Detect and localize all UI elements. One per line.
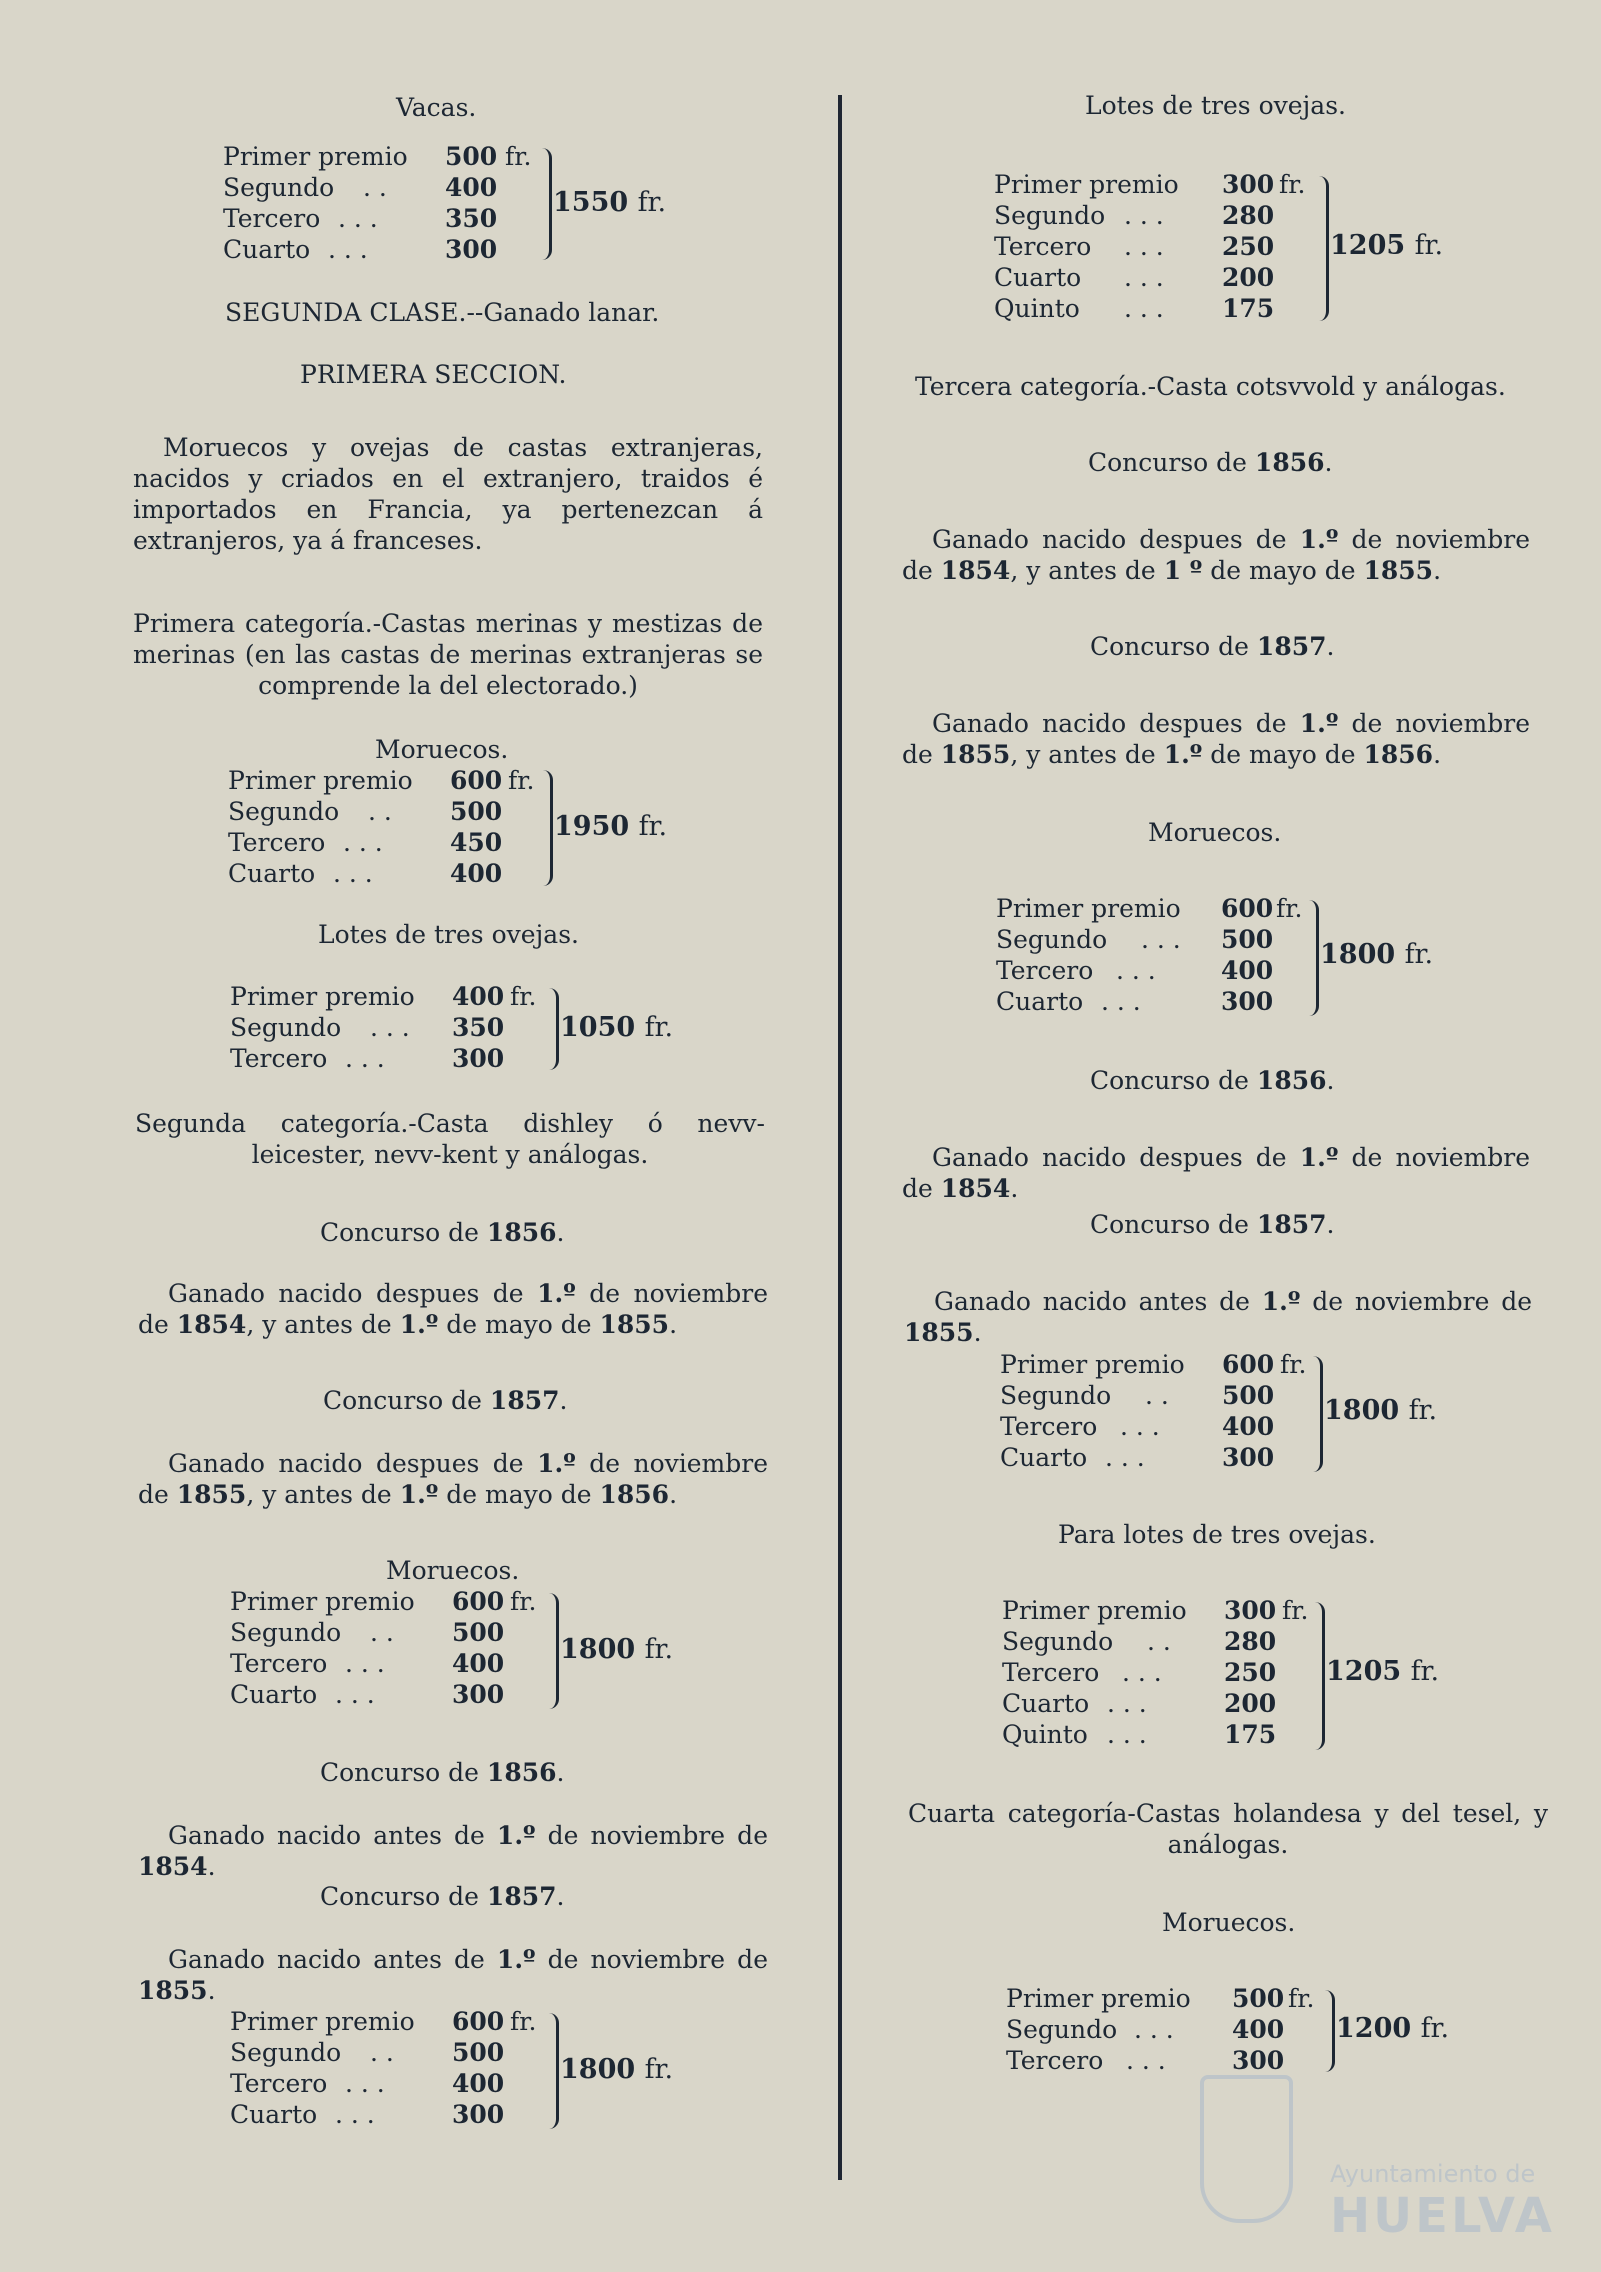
brace <box>536 770 553 886</box>
moruecos-heading: Moruecos. <box>1162 1908 1296 1937</box>
brace <box>1318 1990 1335 2072</box>
ganado-paragraph: Ganado nacido antes de 1.º de noviembre de 1855. <box>138 1945 768 2005</box>
document-page: Vacas. Primer premio 500 fr. Segundo . . 400 Tercero . . . 350 Cuarto . . . 300 1550 fr. SEGUNDA CLASE.--Ganado lanar. PRIMERA SECCION. Moruecos y ovejas de castas extranjeras, nacidos y criados en el extranjero, traidos é importados en Francia, ya pertenezcan á extranjeros, ya á franceses. Primera categoría.-Castas merinas y mestizas de merinas (en las castas de merinas extranjeras se comprende la del electorado.) Moruecos. Primer premio 600 fr. Segundo . . 500 Tercero . . . 450 Cuarto . . . 400 1950 fr. Lotes de tres ovejas. Primer premio 400 fr. Segundo . . . 350 Tercero . . . 300 1050 fr. Segunda categoría.-Casta dishley ó nevv-leicester, nevv-kent y análogas. Concurso de 1856. Ganado nacido despues de 1.º de noviembre de 1854, y antes de 1.º de mayo de 1855. Concurso de 1857. Ganado nacido despues de 1.º de noviembre de 1855, y antes de 1.º de mayo de 1856. Moruecos. Primer premio 600 fr. Segundo . . 500 Tercero . . . 400 Cuarto . . . 300 1800 fr. Concurso de 1856. Ganado nacido antes de 1.º de noviembre de 1854. Concurso de 1857. Ganado nacido antes de 1.º de noviembre de 1855. Primer premio 600 fr. Segundo . . 500 Tercero . . . 400 Cuarto . . . 300 1800 fr. Lotes de tres ovejas. Primer premio 300 fr. Segundo . . . 280 Tercero . . . 250 Cuarto . . . 200 Quinto . . . 175 1205 fr. Tercera categoría.-Casta cotsvvold y análogas. Concurso de 1856. Ganado nacido despues de 1.º de noviembre de 1854, y antes de 1 º de mayo de 1855. Concurso de 1857. Ganado nacido despues de 1.º de noviembre de 1855, y antes de 1.º de mayo de 1856. Moruecos. Primer premio 600 fr. Segundo . . . 500 Tercero . . . 400 Cuarto . . . 300 1800 fr. Concurso de 1856. Ganado nacido despues de 1.º de noviembre de 1854. Concurso de 1857. Ganado nacido antes de 1.º de noviembre de 1855. Primer premio 600 fr. Segundo . . 500 Tercero . . . 400 Cuarto . . . 300 1800 fr. Para lotes de tres ovejas. Primer premio 300 fr. Segundo . . 280 Tercero . . . 250 Cuarto . . . 200 Quinto . . . 175 1205 fr. Cuarta categoría-Castas holandesa y del tesel, y análogas. Moruecos. Primer premio 500 fr. Segundo . . . 400 Tercero . . . 300 1200 fr. Ayuntamiento de HUELVA <box>0 0 1601 2272</box>
vacas-heading: Vacas. <box>396 93 477 122</box>
lotes-heading: Lotes de tres ovejas. <box>1085 91 1346 120</box>
ganado-paragraph: Ganado nacido despues de 1.º de noviembre de 1855, y antes de 1.º de mayo de 1856. <box>138 1449 768 1509</box>
crest-icon <box>1200 2075 1293 2223</box>
brace <box>1302 900 1319 1016</box>
concurso-heading: Concurso de 1856. <box>1090 1066 1335 1095</box>
concurso-heading: Concurso de 1856. <box>320 1758 565 1787</box>
concurso-heading: Concurso de 1857. <box>320 1882 565 1911</box>
concurso-heading: Concurso de 1856. <box>320 1218 565 1247</box>
concurso-heading: Concurso de 1857. <box>1090 632 1335 661</box>
total-amount: 1950 fr. <box>554 811 668 842</box>
lotes-heading: Lotes de tres ovejas. <box>318 920 579 949</box>
brace <box>542 988 559 1070</box>
ganado-paragraph: Ganado nacido despues de 1.º de noviembre de 1854, y antes de 1 º de mayo de 1855. <box>902 525 1530 585</box>
moruecos-heading: Moruecos. <box>1148 818 1282 847</box>
brace <box>535 148 552 260</box>
cuarta-categoria-paragraph: Cuarta categoría-Castas holandesa y del tesel, y análogas. <box>908 1799 1548 1859</box>
ayuntamiento-huelva-watermark: Ayuntamiento de HUELVA <box>1180 2070 1560 2250</box>
total-amount: 1205 fr. <box>1326 1656 1440 1687</box>
intro-paragraph: Moruecos y ovejas de castas extranjeras, nacidos y criados en el extranjero, traidos é importados en Francia, ya pertenezcan á extranjeros, ya á franceses. <box>133 433 763 555</box>
brace <box>542 2013 559 2129</box>
ganado-paragraph: Ganado nacido antes de 1.º de noviembre de 1855. <box>904 1287 1532 1347</box>
brace <box>1308 1602 1325 1750</box>
segunda-clase-heading: SEGUNDA CLASE.--Ganado lanar. <box>225 298 660 327</box>
total-amount: 1800 fr. <box>560 2054 674 2085</box>
brace <box>542 1593 559 1709</box>
total-amount: 1800 fr. <box>1320 939 1434 970</box>
moruecos-heading: Moruecos. <box>386 1556 520 1585</box>
primera-seccion-heading: PRIMERA SECCION. <box>300 360 567 389</box>
total-amount: 1200 fr. <box>1336 2013 1450 2044</box>
para-lotes-heading: Para lotes de tres ovejas. <box>1058 1520 1376 1549</box>
ganado-paragraph: Ganado nacido despues de 1.º de noviembre de 1854. <box>902 1143 1530 1203</box>
total-amount: 1800 fr. <box>560 1634 674 1665</box>
concurso-heading: Concurso de 1857. <box>323 1386 568 1415</box>
segunda-categoria-paragraph: Segunda categoría.-Casta dishley ó nevv-leicester, nevv-kent y análogas. <box>135 1109 765 1169</box>
ganado-paragraph: Ganado nacido despues de 1.º de noviembre de 1854, y antes de 1.º de mayo de 1855. <box>138 1279 768 1339</box>
brace <box>1312 176 1329 321</box>
total-amount: 1550 fr. <box>553 187 667 218</box>
total-amount: 1205 fr. <box>1330 230 1444 261</box>
primera-categoria-paragraph: Primera categoría.-Castas merinas y mestizas de merinas (en las castas de merinas extranjeras se comprende la del electorado.) <box>133 609 763 700</box>
moruecos-heading: Moruecos. <box>375 735 509 764</box>
concurso-heading: Concurso de 1856. <box>1088 448 1333 477</box>
brace <box>1306 1356 1323 1472</box>
tercera-categoria-heading: Tercera categoría.-Casta cotsvvold y análogas. <box>915 372 1506 401</box>
total-amount: 1050 fr. <box>560 1012 674 1043</box>
concurso-heading: Concurso de 1857. <box>1090 1210 1335 1239</box>
ganado-paragraph: Ganado nacido antes de 1.º de noviembre de 1854. <box>138 1821 768 1881</box>
total-amount: 1800 fr. <box>1324 1395 1438 1426</box>
ganado-paragraph: Ganado nacido despues de 1.º de noviembre de 1855, y antes de 1.º de mayo de 1856. <box>902 709 1530 769</box>
column-divider <box>838 95 842 2180</box>
